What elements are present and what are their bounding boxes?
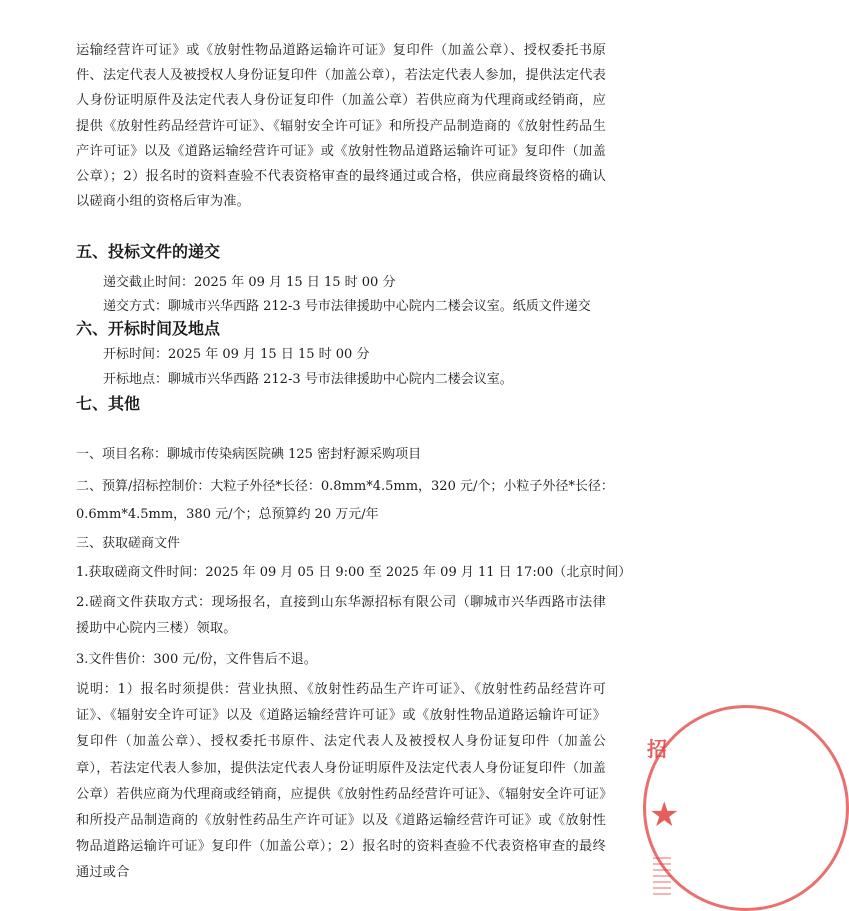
project-name: 一、项目名称：聊城市传染病医院碘 125 密封籽源采购项目	[76, 447, 422, 462]
obtain-method: 2.磋商文件获取方式：现场报名，直接到山东华源招标有限公司（聊城市兴华西路市法律援助中心院内三楼）领取。	[76, 595, 606, 636]
obtain-time: 1.获取磋商文件时间：2025 年 09 月 05 日 9:00 至 2025 年 09 月 11 日 17:00（北京时间）	[76, 565, 632, 580]
opening-time: 开标时间：2025 年 09 月 15 日 15 时 00 分	[103, 347, 370, 362]
section7-heading: 七、其他	[76, 394, 141, 413]
submission-deadline: 递交截止时间：2025 年 09 月 15 日 15 时 00 分	[103, 275, 396, 290]
opening-place: 开标地点：聊城市兴华西路 212-3 号市法律援助中心院内二楼会议室。	[103, 372, 513, 387]
document-price: 3.文件售价：300 元/份，文件售后不退。	[76, 652, 317, 667]
obtain-docs-heading: 三、获取磋商文件	[76, 536, 181, 551]
section5-heading: 五、投标文件的递交	[76, 242, 221, 261]
qualification-paragraph: 运输经营许可证》或《放射性物品道路运输许可证》复印件（加盖公章）、授权委托书原件、法定代表人及被授权人身份证复印件（加盖公章），若法定代表人参加，提供法定代表人身份证明原件及法定代表人身份证复印件（加盖公章）若供应商为代理商或经销商，应提供《放射性药品经营许可证》、《辐射安全许可证》和所投产品制造商的《放射性药品生产许可证》以及《道路运输经营许可证》或《放射性物品道路运输许可证》复印件（加盖公章）；2）报名时的资料查验不代表资格审查的最终通过或合格，供应商最终资格的确认以磋商小组的资格后审为准。	[76, 43, 606, 210]
budget-line-1: 二、预算/招标控制价：大粒子外径*长径：0.8mm*4.5mm，320 元/个；小粒子外径*长径：	[76, 479, 614, 494]
seal-star-icon: ★	[649, 795, 680, 835]
company-seal	[635, 705, 680, 905]
budget-line-2: 0.6mm*4.5mm，380 元/个；总预算约 20 万元/年	[76, 507, 379, 522]
note-paragraph: 说明：1）报名时须提供：营业执照、《放射性药品生产许可证》、《放射性药品经营许可证》、《辐射安全许可证》以及《道路运输经营许可证》或《放射性物品道路运输许可证》复印件（加盖公章）、授权委托书原件、法定代表人及被授权人身份证复印件（加盖公章），若法定代表人参加，提供法定代表人身份证明原件及法定代表人身份证复印件（加盖公章）若供应商为代理商或经销商，应提供《放射性药品经营许可证》、《辐射安全许可证》和所投产品制造商的《放射性药品生产许可证》以及《道路运输经营许可证》或《放射性物品道路运输许可证》复印件（加盖公章）；2）报名时的资料查验不代表资格审查的最终通过或合	[76, 682, 606, 881]
section6-heading: 六、开标时间及地点	[76, 319, 221, 338]
submission-method: 递交方式：聊城市兴华西路 212-3 号市法律援助中心院内二楼会议室。纸质文件递交	[103, 299, 591, 314]
seal-character: 招	[647, 737, 667, 761]
